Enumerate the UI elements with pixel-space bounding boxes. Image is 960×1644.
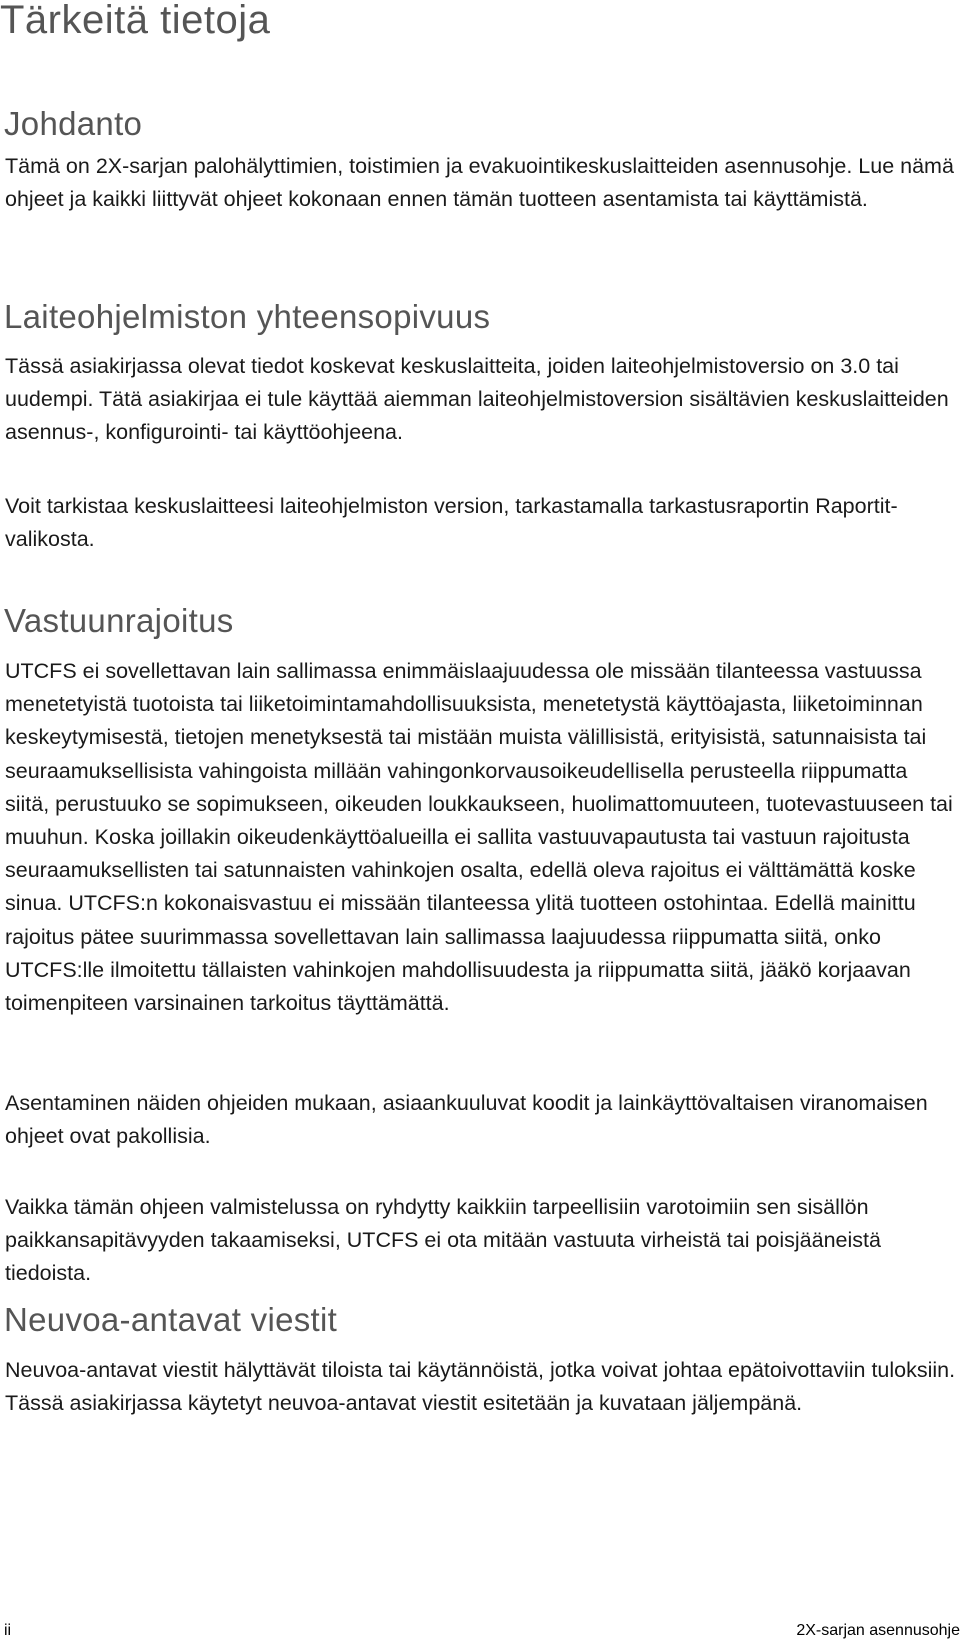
paragraph-firmware-compatibility: Tässä asiakirjassa olevat tiedot koskevat keskuslaitteita, joiden laiteohjelmistoversio on 3.0 tai uudempi. Tätä asiakirjaa ei tule käyttää aiemman laiteohjelmistoversion sisältävien keskuslaitteiden asennus-, konfigurointi- tai käyttöohjeena. — [5, 354, 949, 445]
paragraph-johdanto: Tämä on 2X-sarjan palohälyttimien, toistimien ja evakuointikeskuslaitteiden asennusohje. Lue nämä ohjeet ja kaikki liittyvät ohjeet kokonaan ennen tämän tuotteen asentamista tai käyttämistä. — [5, 154, 954, 212]
paragraph-disclaimer-installation: Asentaminen näiden ohjeiden mukaan, asiaankuuluvat koodit ja lainkäyttövaltaisen viranomaisen ohjeet ovat pakollisia. — [5, 1091, 928, 1149]
paragraph-firmware-check: Voit tarkistaa keskuslaitteesi laiteohjelmiston version, tarkastamalla tarkastusraportin Raportit-valikosta. — [5, 494, 898, 552]
footer-doc-title: 2X-sarjan asennusohje — [796, 1622, 960, 1639]
paragraph-advisory-messages: Neuvoa-antavat viestit hälyttävät tiloista tai käytännöistä, jotka voivat johtaa epätoivottaviin tuloksiin. Tässä asiakirjassa käytetyt neuvoa-antavat viestit esitetään ja kuvataan jäljempänä. — [5, 1358, 956, 1416]
section-heading-disclaimer: Vastuunrajoitus — [4, 602, 234, 639]
page-title: Tärkeitä tietoja — [0, 0, 271, 42]
footer-page-number: ii — [4, 1622, 12, 1639]
section-heading-advisory-messages: Neuvoa-antavat viestit — [4, 1301, 338, 1338]
paragraph-disclaimer-accuracy: Vaikka tämän ohjeen valmistelussa on ryhdytty kaikkiin tarpeellisiin varotoimiin sen sisällön paikkansapitävyyden takaamiseksi, UTCFS ei ota mitään vastuuta virheistä tai poisjääneistä tiedoista. — [5, 1195, 881, 1286]
section-heading-firmware-compatibility: Laiteohjelmiston yhteensopivuus — [4, 298, 491, 335]
section-heading-johdanto: Johdanto — [4, 105, 143, 142]
paragraph-disclaimer-liability: UTCFS ei sovellettavan lain sallimassa enimmäislaajuudessa ole missään tilanteessa vastuussa menetetyistä tuotoista tai liiketoimintamahdollisuuksista, menetetystä käyttöajasta, liiketoiminnan keskeytymisestä, tietojen menetyksestä tai mistään muista välillisistä, erityisistä, satunnaisista tai seuraamuksellisista vahingoista millään vahingonkorvausoikeudellisella perusteella riippumatta siitä, perustuuko se sopimukseen, oikeuden loukkaukseen, huolimattomuuteen, tuotevastuuseen tai muuhun. Koska joillakin oikeudenkäyttöalueilla ei sallita vastuuvapautusta tai vastuun rajoitusta seuraamuksellisten tai satunnaisten vahinkojen osalta, edellä oleva rajoitus ei välttämättä koske sinua. UTCFS:n kokonaisvastuu ei missään tilanteessa ylitä tuotteen ostohintaa. Edellä mainittu rajoitus pätee suurimmassa sovellettavan lain sallimassa laajuudessa riippumatta siitä, onko UTCFS:lle ilmoitettu tällaisten vahinkojen mahdollisuudesta ja riippumatta siitä, jääkö korjaavan toimenpiteen varsinainen tarkoitus täyttämättä. — [5, 659, 953, 1016]
